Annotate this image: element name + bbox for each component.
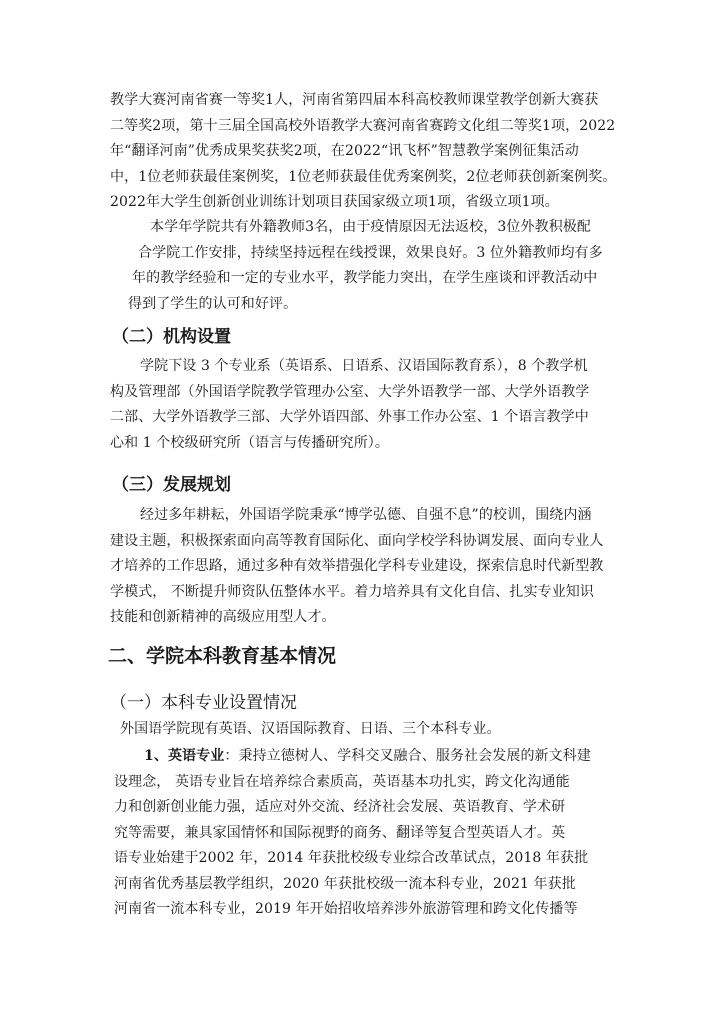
text-line: 合学院工作安排，持续坚持远程在线授课，效果良好。3 位外籍教师均有多 (138, 244, 603, 261)
text-line: 教学大赛河南省赛一等奖1人，河南省第四届本科高校教师课堂教学创新大赛获 (110, 92, 599, 108)
text-line: 中，1位老师获最佳案例奖，1位老师获最佳优秀案例奖，2位老师获创新案例奖。 (110, 168, 617, 185)
english-major-label: 1、英语专业 (144, 748, 225, 764)
text-line: 年的教学经验和一定的专业水平，教学能力突出，在学生座谈和评教活动中 (132, 270, 598, 286)
english-major-first-line-text: ：秉持立德树人、学科交叉融合、服务社会发展的新文科建 (224, 748, 591, 764)
text-line: 技能和创新精神的高级应用型人才。 (110, 609, 336, 625)
paragraph-awards (110, 88, 616, 216)
text-line: 2022年大学生创新创业训练计划项目获国家级立项1项，省级立项1项。 (110, 194, 559, 210)
text-line: 语专业始建于2002 年，2014 年获批校级专业综合改革试点，2018 年获批 (114, 850, 589, 866)
paragraph-foreign-teachers (128, 215, 603, 317)
heading-organization: （二）机构设置 (112, 327, 231, 347)
text-line: 设理念， 英语专业旨在培养综合素质高，英语基本功扎实，跨文化沟通能 (114, 773, 570, 790)
text-line: 本学年学院共有外籍教师3名，由于疫情原因无法返校，3位外教积极配 (150, 219, 592, 235)
paragraph-english-major (114, 744, 591, 923)
heading-majors: （一）本科专业设置情况 (110, 693, 297, 713)
heading-development-plan: （三）发展规划 (112, 475, 231, 495)
text-line: 二等奖2项，第十三届全国高校外语教学大赛河南省赛跨文化组二等奖1项，2022 (110, 117, 616, 134)
text-line: 构及管理部（外国语学院教学管理办公室、大学外语教学一部、大学外语教学 (110, 383, 590, 400)
paragraph-development-plan (110, 503, 604, 631)
text-line: 力和创新创业能力强，适应对外交流、经济社会发展、英语教育、学术研 (114, 799, 566, 815)
heading-section-2: 二、学院本科教育基本情况 (108, 645, 337, 667)
text-line: 河南省一流本科专业，2019 年开始招收培养涉外旅游管理和跨文化传播等 (114, 901, 578, 917)
text-line: 二部、大学外语教学三部、大学外语四部、外事工作办公室、1 个语言教学中 (110, 409, 589, 425)
text-line: 才培养的工作思路，通过多种有效举措强化学科专业建设，探索信息时代新型教 (110, 558, 604, 574)
text-line: 建设主题，积极探索面向高等教育国际化、面向学校学科协调发展、面向专业人 (110, 532, 604, 549)
text-line: 学院下设 3 个专业系（英语系、日语系、汉语国际教育系），8 个教学机 (140, 358, 588, 374)
text-line: 外国语学院现有英语、汉语国际教育、日语、三个本科专业。 (120, 721, 501, 737)
text-line: 经过多年耕耘，外国语学院秉承“博学弘德、自强不息”的校训，围绕内涵 (140, 507, 592, 523)
paragraph-majors-intro (120, 717, 501, 743)
text-line: 年“翻译河南”优秀成果奖获奖2项，在2022“讯飞杯”智慧教学案例征集活动 (110, 143, 579, 159)
text-line: 究等需要，兼具家国情怀和国际视野的商务、翻译等复合型英语人才。英 (114, 824, 566, 841)
text-line: 河南省优秀基层教学组织，2020 年获批校级一流本科专业，2021 年获批 (114, 875, 576, 892)
paragraph-organization (110, 354, 589, 456)
text-line: 学模式， 不断提升师资队伍整体水平。着力培养具有文化自信、扎实专业知识 (110, 583, 594, 600)
text-line: 心和 1 个校级研究所（语言与传播研究所）。 (110, 434, 390, 451)
text-line: 得到了学生的认可和好评。 (128, 295, 298, 312)
english-major-first-line (114, 744, 591, 770)
